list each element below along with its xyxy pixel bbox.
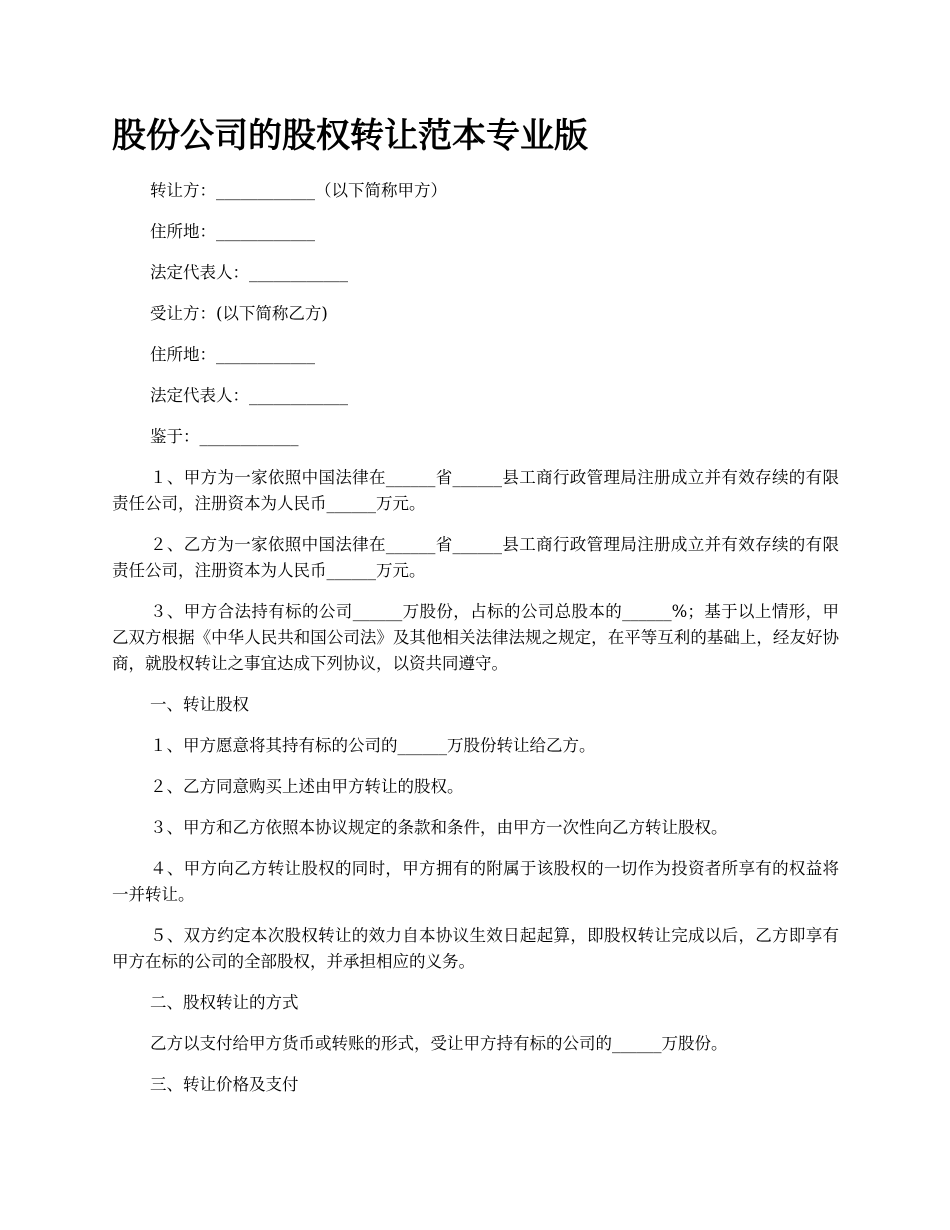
transferee-address-line: 住所地：____________: [150, 345, 315, 364]
recital-paragraph-3: ３、甲方合法持有标的公司______万股份，占标的公司总股本的______%；基于以上情形，甲乙双方根据《中华人民共和国公司法》及其他相关法律法规之规定，在平等互利的基础上，经友好协商，就股权转让之事宜达成下列协议，以资共同遵守。: [112, 602, 839, 673]
clause-1-1: １、甲方愿意将其持有标的公司的______万股份转让给乙方。: [150, 736, 596, 755]
recital-paragraph-1: １、甲方为一家依照中国法律在______省______县工商行政管理局注册成立并有效存续的有限责任公司，注册资本为人民币______万元。: [112, 468, 839, 513]
clause-1-2: ２、乙方同意购买上述由甲方转让的股权。: [150, 777, 464, 796]
clause-1-3: ３、甲方和乙方依照本协议规定的条款和条件，由甲方一次性向乙方转让股权。: [150, 818, 728, 837]
section-heading-2: 二、股权转让的方式: [150, 993, 299, 1012]
transferor-representative-line: 法定代表人：____________: [150, 263, 348, 282]
clause-1-4: ４、甲方向乙方转让股权的同时，甲方拥有的附属于该股权的一切作为投资者所享有的权益将一并转让。: [112, 859, 839, 904]
document-body: [112, 178, 839, 1113]
whereas-line: 鉴于：____________: [150, 427, 299, 446]
document-title: 股份公司的股权转让范本专业版: [112, 116, 588, 156]
transferor-address-line: 住所地：____________: [150, 222, 315, 241]
transferor-line: 转让方：____________（以下简称甲方）: [150, 181, 447, 200]
clause-2-1: 乙方以支付给甲方货币或转账的形式，受让甲方持有标的公司的______万股份。: [150, 1034, 728, 1053]
recital-paragraph-2: ２、乙方为一家依照中国法律在______省______县工商行政管理局注册成立并有效存续的有限责任公司，注册资本为人民币______万元。: [112, 535, 839, 580]
transferee-representative-line: 法定代表人：____________: [150, 386, 348, 405]
clause-1-5: ５、双方约定本次股权转让的效力自本协议生效日起起算，即股权转让完成以后，乙方即享有甲方在标的公司的全部股权，并承担相应的义务。: [112, 926, 839, 971]
section-heading-3: 三、转让价格及支付: [150, 1075, 299, 1094]
transferee-line: 受让方：(以下简称乙方): [150, 304, 328, 323]
section-heading-1: 一、转让股权: [150, 695, 249, 714]
